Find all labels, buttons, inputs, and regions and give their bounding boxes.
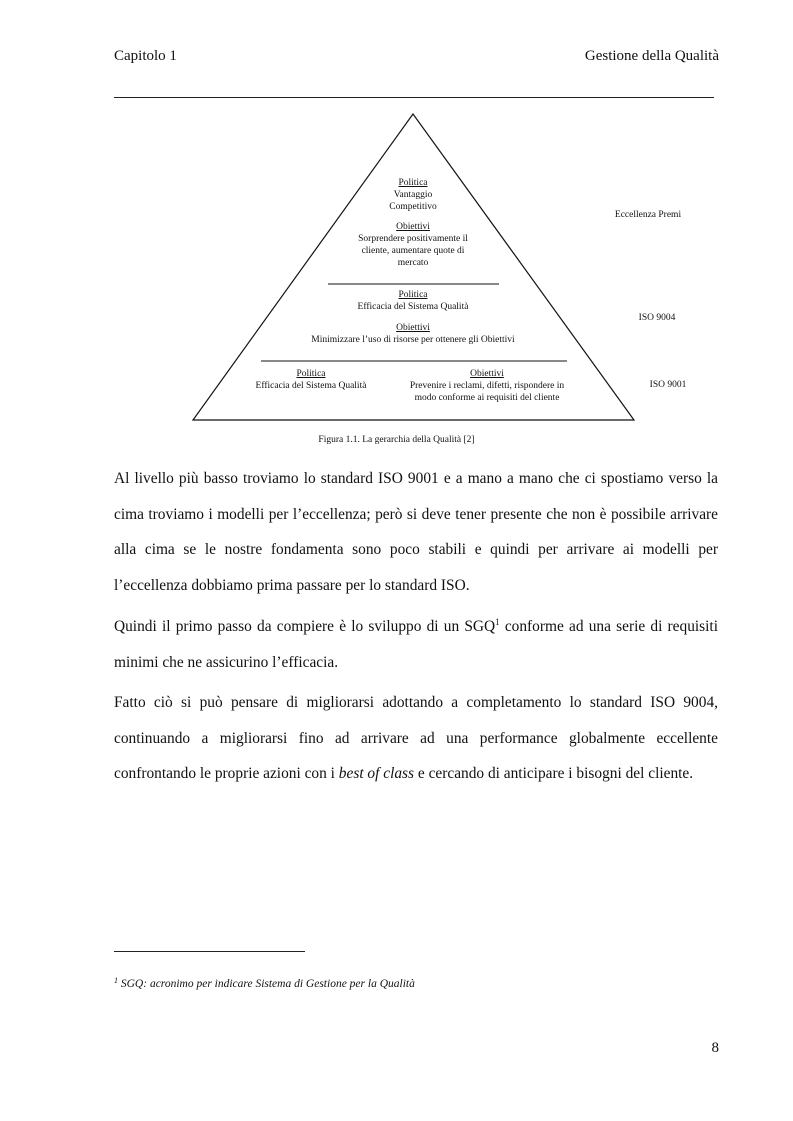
tier-bottom-politica-label: Politica xyxy=(296,369,326,379)
paragraph-1-text: Al livello più basso troviamo lo standard ISO 9001 e a mano a mano che ci spostiamo verso la cima troviamo i modelli per l’eccellenza; però si deve tener presente che non è possibile arrivare alla cima se le nostre fondamenta sono poco stabili e quindi per arrivare ai modelli per l’eccellenza dobbiamo prima passare per lo standard ISO. xyxy=(114,470,718,594)
paragraph-2-text-after: conforme ad una serie di requisiti minimi che ne assicurino l’efficacia. xyxy=(114,618,718,671)
figure-caption: Figura 1.1. La gerarchia della Qualità [2] xyxy=(318,435,475,445)
paragraph-3-text-before: Fatto ciò si può pensare di migliorarsi adottando a completamento lo standard ISO 9004, continuando a migliorarsi fino ad arrivare ad una performance globalmente eccellente confrontando le proprie azioni con i xyxy=(114,694,718,782)
tier-top-politica-line2: Competitivo xyxy=(389,202,437,212)
footnote-reference: 1 xyxy=(495,617,500,627)
footnote-mark: 1 xyxy=(114,976,118,985)
tier-bottom-obiettivi-label: Obiettivi xyxy=(470,369,504,379)
paragraph-3-text-after: e cercando di anticipare i bisogni del cliente. xyxy=(414,765,694,782)
tier-top-obiettivi-label: Obiettivi xyxy=(396,222,430,232)
paragraph-3-emphasis: best of class xyxy=(338,765,415,782)
running-header-section: Gestione della Qualità xyxy=(584,48,719,64)
tier-middle-politica-text: Efficacia del Sistema Qualità xyxy=(357,302,469,312)
tier-top-politica-label: Politica xyxy=(398,178,428,188)
tier-middle-politica-label: Politica xyxy=(398,290,428,300)
tier-top-obiettivi-line3: mercato xyxy=(397,258,429,268)
tier-top-obiettivi-line1: Sorprendere positivamente il xyxy=(358,234,468,244)
side-label-iso-9004: ISO 9004 xyxy=(638,313,676,323)
tier-middle-obiettivi-label: Obiettivi xyxy=(396,323,430,333)
tier-bottom-obiettivi-line1: Prevenire i reclami, difetti, rispondere in xyxy=(409,381,565,391)
tier-bottom-obiettivi-line2: modo conforme ai requisiti del cliente xyxy=(414,393,560,403)
tier-middle-obiettivi xyxy=(283,322,543,346)
body-paragraph-1 xyxy=(114,461,718,603)
tier-top-politica xyxy=(353,177,473,213)
footnote xyxy=(114,978,415,990)
tier-bottom-politica xyxy=(246,368,376,392)
tier-bottom-politica-text: Efficacia del Sistema Qualità xyxy=(255,381,367,391)
page-number: 8 xyxy=(711,1040,719,1056)
side-label-iso-9001: ISO 9001 xyxy=(649,380,687,390)
footnote-rule xyxy=(114,951,305,952)
footnote-text: SGQ: acronimo per indicare Sistema di Gestione per la Qualità xyxy=(118,978,415,990)
side-label-eccellenza: Eccellenza Premi xyxy=(614,210,682,220)
body-paragraph-3 xyxy=(114,685,718,792)
body-paragraph-2 xyxy=(114,609,718,680)
tier-top-obiettivi-line2: cliente, aumentare quote di xyxy=(361,246,465,256)
paragraph-2-text-before: Quindi il primo passo da compiere è lo sviluppo di un SGQ xyxy=(114,618,496,635)
tier-bottom-obiettivi xyxy=(397,368,577,404)
tier-top-politica-line1: Vantaggio xyxy=(393,190,433,200)
tier-middle-obiettivi-text: Minimizzare l’uso di risorse per ottenere gli Obiettivi xyxy=(311,335,515,345)
running-header-chapter: Capitolo 1 xyxy=(114,48,177,64)
tier-top-obiettivi xyxy=(333,221,493,269)
tier-middle-politica xyxy=(313,289,513,313)
